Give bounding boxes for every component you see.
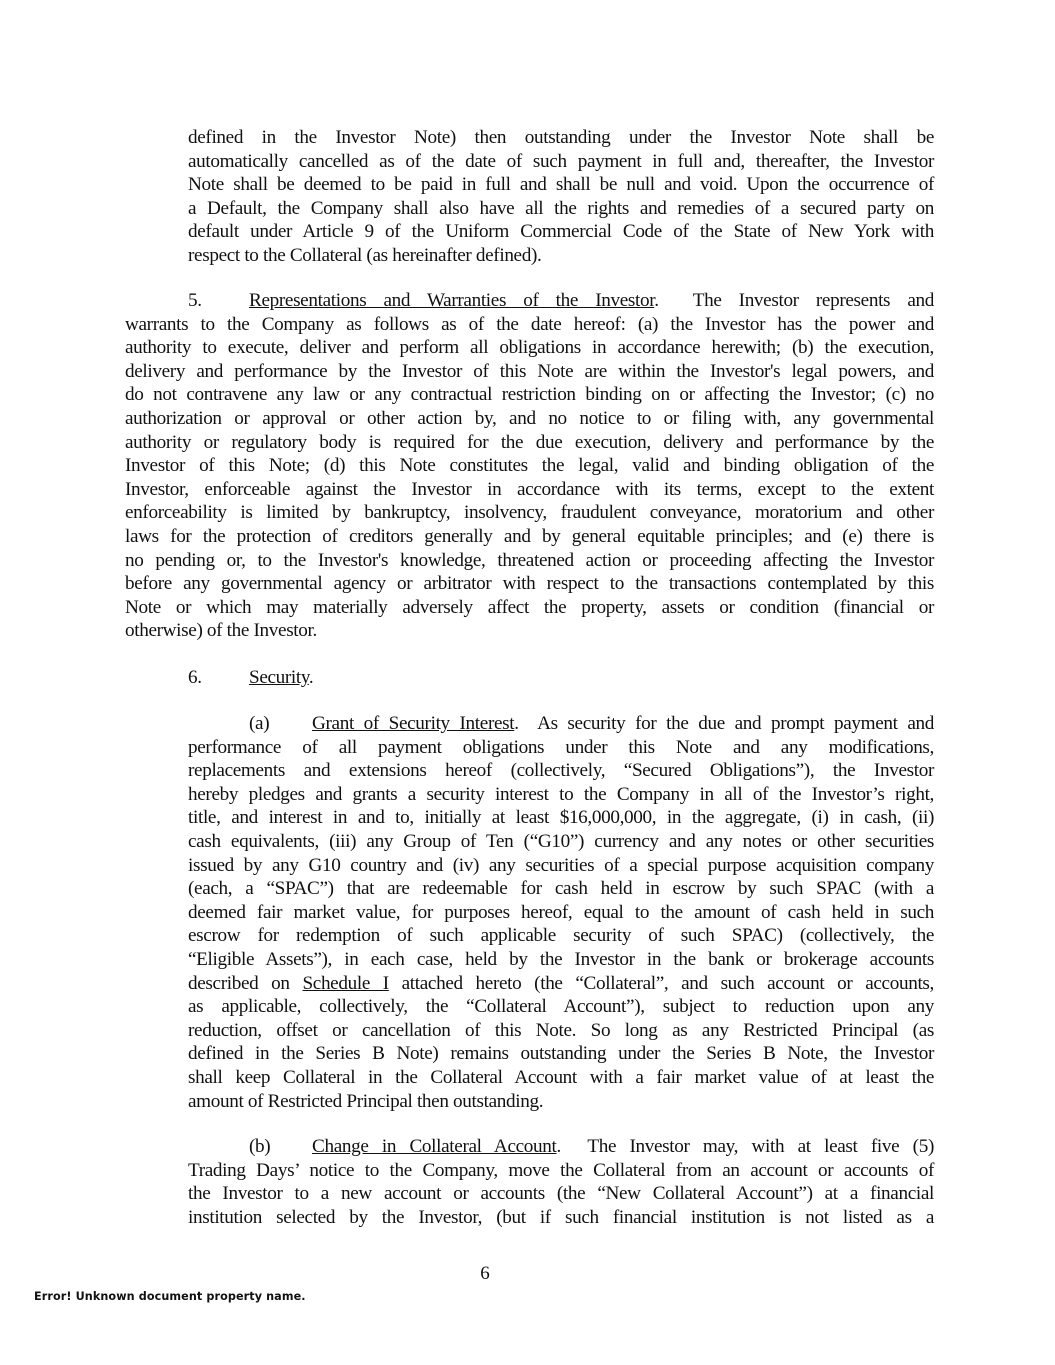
schedule-line-suffix: attached hereto (the “Collateral”, and such account or accounts, (388, 972, 934, 994)
text-line: title, and interest in and to, initially at least $16,000,000, in the aggregate, (i) in cash, (ii) (188, 807, 934, 829)
text-line: Trading Days’ notice to the Company, move the Collateral from an account or accounts of (188, 1159, 934, 1181)
schedule-line (188, 972, 934, 996)
text-line: defined in the Series B Note) remains outstanding under the Series B Note, the Investor (188, 1043, 934, 1065)
section-6-heading-period: . (308, 667, 314, 688)
text-line: do not contravene any law or any contractual restriction binding on or affecting the Investor; (c) no (125, 384, 934, 406)
text-line: as applicable, collectively, the “Collateral Account”), subject to reduction upon any (188, 996, 934, 1018)
section-6-heading-line (188, 666, 313, 690)
text-line: hereby pledges and grants a security interest to the Company in all of the Investor’s right, (188, 783, 934, 805)
text-line: cash equivalents, (iii) any Group of Ten (“G10”) currency and any notes or other securities (188, 830, 934, 852)
text-line: the Investor to a new account or accounts (the “New Collateral Account”) at a financial (188, 1183, 934, 1205)
section-6a-heading-period: . (514, 713, 519, 734)
section-6a-first-line (188, 712, 934, 736)
page-number: 6 (480, 1263, 490, 1284)
section-5-number: 5. (188, 290, 202, 311)
text-line: authority or regulatory body is required for the due execution, delivery and performance by the (125, 431, 934, 453)
text-line: Investor of this Note; (d) this Note constitutes the legal, valid and binding obligation of the (125, 455, 934, 477)
section-6-heading: Security (249, 667, 309, 688)
text-line: Note or which may materially adversely affect the property, assets or condition (financial or (125, 596, 934, 618)
text-line: authority to execute, deliver and perform all obligations in accordance herewith; (b) the execution, (125, 337, 934, 359)
text-line: replacements and extensions hereof (collectively, “Secured Obligations”), the Investor (188, 760, 934, 782)
schedule-i-reference: Schedule I (302, 972, 389, 994)
text-line: before any governmental agency or arbitrator with respect to the transactions contemplated by this (125, 573, 934, 595)
section-6a-label: (a) (249, 713, 270, 734)
text-line: otherwise) of the Investor. (125, 620, 317, 642)
text-line: issued by any G10 country and (iv) any securities of a special purpose acquisition company (188, 854, 934, 876)
text-line: warrants to the Company as follows as of the date hereof: (a) the Investor has the power and (125, 313, 934, 335)
section-6b-heading: Change in Collateral Account (312, 1136, 557, 1157)
section-6a-first-line-text: As security for the due and prompt payment and (518, 713, 934, 734)
section-6b-label: (b) (249, 1136, 271, 1157)
section-6b-change-in-collateral-account (188, 1135, 934, 1229)
section-6b-first-line-text: The Investor may, with at least five (5) (560, 1136, 934, 1157)
text-line: “Eligible Assets”), in each case, held by the Investor in the bank or brokerage accounts (188, 948, 934, 970)
section-6a-heading: Grant of Security Interest (312, 713, 515, 734)
section-6b-first-line (188, 1135, 934, 1159)
section-5-heading: Representations and Warranties of the Investor (249, 290, 655, 311)
text-line: escrow for redemption of such applicable security of such SPAC) (collectively, the (188, 925, 934, 947)
text-line: delivery and performance by the Investor of this Note are within the Investor's legal powers, and (125, 360, 934, 382)
text-line: defined in the Investor Note) then outstanding under the Investor Note shall be (188, 127, 934, 148)
section-6b-heading-period: . (556, 1136, 561, 1157)
section-6a-grant-of-security-interest (188, 712, 934, 1113)
schedule-line-prefix: described on (188, 972, 303, 994)
text-line: laws for the protection of creditors generally and by general equitable principles; and (e) there is (125, 525, 934, 547)
footer-document-property-error: Error! Unknown document property name. (34, 1290, 306, 1303)
text-line: automatically cancelled as of the date of such payment in full and, thereafter, the Investor (188, 150, 934, 172)
text-line: Investor, enforceable against the Investor in accordance with its terms, except to the extent (125, 478, 934, 500)
section-5-first-line (125, 289, 934, 313)
text-line: enforceability is limited by bankruptcy, insolvency, fraudulent conveyance, moratorium and other (125, 502, 934, 524)
text-line: deemed fair market value, for purposes hereof, equal to the amount of cash held in such (188, 901, 934, 923)
text-line: respect to the Collateral (as hereinafter defined). (188, 244, 542, 266)
text-line: a Default, the Company shall also have all the rights and remedies of a secured party on (188, 197, 934, 219)
text-line: Note shall be deemed to be paid in full and shall be null and void. Upon the occurrence of (188, 174, 934, 196)
text-line: institution selected by the Investor, (but if such financial institution is not listed as a (188, 1206, 934, 1228)
text-line: default under Article 9 of the Uniform Commercial Code of the State of New York with (188, 221, 934, 243)
text-line: authorization or approval or other action by, and no notice to or filing with, any governmental (125, 407, 934, 429)
text-line: shall keep Collateral in the Collateral Account with a fair market value of at least the (188, 1066, 934, 1088)
text-line: reduction, offset or cancellation of this Note. So long as any Restricted Principal (as (188, 1019, 934, 1041)
section-5-first-line-text: The Investor represents and (658, 290, 934, 311)
text-line: amount of Restricted Principal then outstanding. (188, 1090, 544, 1112)
continuation-paragraph (188, 126, 934, 268)
text-line: no pending or, to the Investor's knowledge, threatened action or proceeding affecting the Investor (125, 549, 934, 571)
section-5-representations (125, 289, 934, 643)
text-line: performance of all payment obligations under this Note and any modifications, (188, 736, 934, 758)
section-6-number: 6. (188, 667, 202, 688)
section-5-heading-period: . (654, 290, 659, 311)
text-line: (each, a “SPAC”) that are redeemable for cash held in escrow by such SPAC (with a (188, 878, 934, 900)
